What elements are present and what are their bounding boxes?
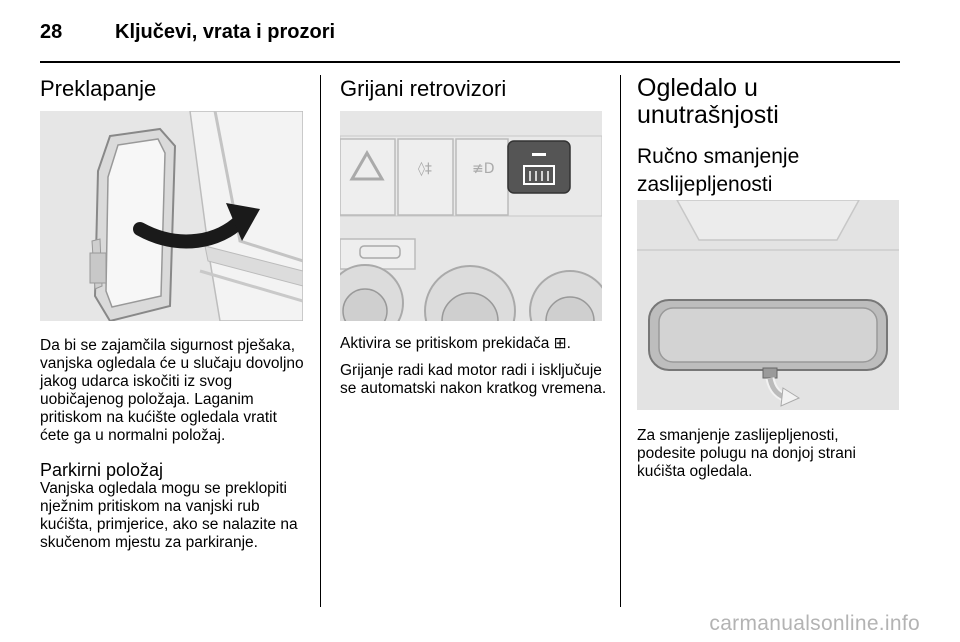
section-heading-heated-mirrors: Grijani retrovizori — [340, 76, 507, 101]
column-divider-1 — [320, 75, 321, 607]
activation-text: Aktivira se pritiskom prekidača — [340, 335, 554, 352]
svg-text:≢D: ≢D — [472, 161, 495, 177]
paragraph-anti-dazzle: Za smanjenje zaslijepljenosti, podesite polugu na donjoj strani kućišta ogledala. — [637, 427, 856, 480]
page-number: 28 — [40, 21, 63, 43]
heated-mirror-symbol-icon: ⊞. — [553, 335, 571, 352]
paragraph-folding: Da bi se zajamčila sigurnost pješaka, vanjska ogledala će u slučaju dovoljno jakog udarca iskočiti iz svog uobičajenog položaja. Laganim pritiskom na kućište ogledala vratit ćete ga u normalni položaj. — [40, 337, 304, 444]
section-heading-interior-mirror-line2: unutrašnjosti — [637, 101, 779, 129]
subheading-anti-dazzle-line2: zaslijepljenosti — [637, 173, 773, 196]
column-folding — [40, 75, 305, 102]
paragraph-activation — [340, 335, 608, 353]
figure-interior-mirror — [637, 200, 899, 410]
section-heading-interior-mirror-line1: Ogledalo u — [637, 74, 758, 102]
section-heading-folding: Preklapanje — [40, 76, 157, 101]
svg-text:◊‡: ◊‡ — [418, 161, 432, 177]
chapter-title: Ključevi, vrata i prozori — [115, 21, 336, 43]
column-divider-2 — [620, 75, 621, 607]
figure-folding-mirror — [40, 111, 303, 321]
paragraph-heating-info: Grijanje radi kad motor radi i isključuje se automatski nakon kratkog vremena. — [340, 362, 607, 397]
subheading-anti-dazzle-line1: Ručno smanjenje — [637, 145, 800, 168]
header-rule — [40, 61, 900, 63]
paragraph-parking-position: Vanjska ogledala mogu se preklopiti nježnim pritiskom na vanjski rub kućišta, primjerice, ako se nalazite na skučenom mjestu za parkiranje. — [40, 480, 298, 551]
column-interior-mirror — [637, 75, 902, 199]
figure-heated-mirror-switch — [340, 111, 602, 321]
column-heated-mirrors — [340, 75, 605, 102]
subheading-parking-position: Parkirni položaj — [40, 460, 164, 480]
watermark: carmanualsonline.info — [709, 612, 920, 635]
